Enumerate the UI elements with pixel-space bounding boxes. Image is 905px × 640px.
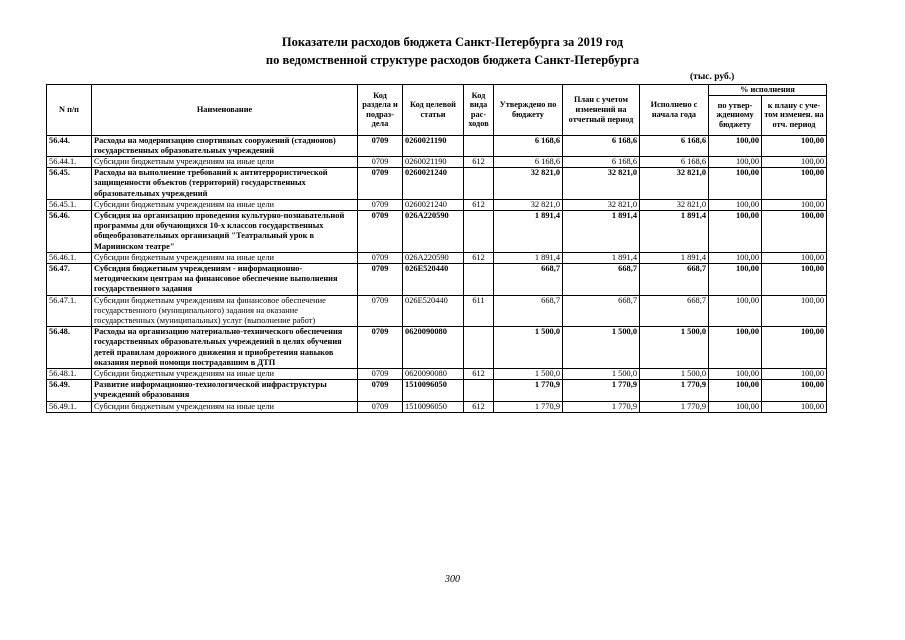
table-row	[47, 168, 827, 200]
row-target-code: 0620090080	[403, 369, 464, 380]
row-executed: 1 770,9	[640, 401, 709, 412]
row-executed: 668,7	[640, 264, 709, 296]
row-section-code: 0709	[358, 264, 403, 296]
row-pct-approved: 100,00	[709, 135, 762, 156]
row-section-code: 0709	[358, 199, 403, 210]
row-section-code: 0709	[358, 157, 403, 168]
header-name: Наименование	[92, 85, 358, 136]
document-title-line-1: Показатели расходов бюджета Санкт-Петербурга за 2019 год	[281, 35, 624, 49]
row-name: Субсидии бюджетным учреждениям на иные цели	[92, 401, 358, 412]
row-approved: 668,7	[494, 264, 563, 296]
row-pct-plan: 100,00	[762, 135, 827, 156]
row-expense-type	[464, 135, 494, 156]
table-row	[47, 157, 827, 168]
row-num: 56.46.	[47, 211, 92, 253]
row-executed: 6 168,6	[640, 135, 709, 156]
table-row	[47, 380, 827, 401]
row-pct-plan: 100,00	[762, 199, 827, 210]
header-executed: Исполнено с начала года	[640, 85, 709, 136]
row-pct-approved: 100,00	[709, 369, 762, 380]
row-section-code: 0709	[358, 369, 403, 380]
row-plan: 1 891,4	[563, 252, 640, 263]
row-target-code: 1510096050	[403, 380, 464, 401]
row-approved: 668,7	[494, 295, 563, 327]
header-pct-plan: к плану с уче-том изменен. на отч. период	[762, 95, 827, 135]
budget-table	[46, 84, 827, 413]
row-approved: 32 821,0	[494, 199, 563, 210]
table-row	[47, 264, 827, 296]
table-row	[47, 369, 827, 380]
row-num: 56.44.	[47, 135, 92, 156]
document-title-line-2: по ведомственной структуре расходов бюджета Санкт-Петербурга	[265, 53, 640, 67]
row-expense-type	[464, 264, 494, 296]
row-name: Субсидия бюджетным учреждениям - информационно-методическим центрам на финансовое обеспечение выполнения государственного задания	[92, 264, 358, 296]
row-executed: 1 891,4	[640, 211, 709, 253]
row-plan: 1 770,9	[563, 380, 640, 401]
row-name: Субсидии бюджетным учреждениям на иные цели	[92, 199, 358, 210]
header-pct-approved: по утвер-жденному бюджету	[709, 95, 762, 135]
row-pct-plan: 100,00	[762, 369, 827, 380]
table-row	[47, 252, 827, 263]
row-target-code: 0260021190	[403, 157, 464, 168]
row-name: Субсидии бюджетным учреждениям на финансовое обеспечение государственного (муниципального) задания на оказание государственных (муниципальных) услуг (выполнение работ)	[92, 295, 358, 327]
row-num: 56.47.	[47, 264, 92, 296]
row-executed: 1 891,4	[640, 252, 709, 263]
row-expense-type: 612	[464, 199, 494, 210]
row-pct-approved: 100,00	[709, 168, 762, 200]
row-plan: 668,7	[563, 295, 640, 327]
row-executed: 668,7	[640, 295, 709, 327]
row-target-code: 0620090080	[403, 327, 464, 369]
row-approved: 1 891,4	[494, 252, 563, 263]
row-section-code: 0709	[358, 135, 403, 156]
row-pct-plan: 100,00	[762, 327, 827, 369]
row-num: 56.46.1.	[47, 252, 92, 263]
row-num: 56.47.1.	[47, 295, 92, 327]
table-row	[47, 211, 827, 253]
row-approved: 1 770,9	[494, 401, 563, 412]
row-executed: 32 821,0	[640, 168, 709, 200]
table-row	[47, 295, 827, 327]
row-pct-approved: 100,00	[709, 380, 762, 401]
header-section-code: Код раздела и подраз-дела	[358, 85, 403, 136]
row-section-code: 0709	[358, 295, 403, 327]
row-name: Развитие информационно-технологической инфраструктуры учреждений образования	[92, 380, 358, 401]
row-target-code: 026А220590	[403, 252, 464, 263]
page-number: 300	[445, 574, 460, 585]
row-pct-plan: 100,00	[762, 295, 827, 327]
row-expense-type: 612	[464, 369, 494, 380]
row-num: 56.44.1.	[47, 157, 92, 168]
row-target-code: 026А220590	[403, 211, 464, 253]
row-name: Субсидия на организацию проведения культурно-познавательной программы для обучающихся 10-х классов государственных общеобразовательных организаций "Театральный урок в Мариинском театре"	[92, 211, 358, 253]
row-executed: 6 168,6	[640, 157, 709, 168]
row-section-code: 0709	[358, 401, 403, 412]
row-num: 56.49.	[47, 380, 92, 401]
row-section-code: 0709	[358, 327, 403, 369]
row-plan: 32 821,0	[563, 168, 640, 200]
row-pct-approved: 100,00	[709, 157, 762, 168]
row-approved: 1 891,4	[494, 211, 563, 253]
row-plan: 1 500,0	[563, 327, 640, 369]
row-name: Субсидии бюджетным учреждениям на иные цели	[92, 252, 358, 263]
row-executed: 1 500,0	[640, 327, 709, 369]
row-pct-approved: 100,00	[709, 295, 762, 327]
header-approved: Утверждено по бюджету	[494, 85, 563, 136]
row-plan: 1 770,9	[563, 401, 640, 412]
row-num: 56.45.	[47, 168, 92, 200]
row-pct-plan: 100,00	[762, 157, 827, 168]
table-body	[47, 135, 827, 412]
row-plan: 668,7	[563, 264, 640, 296]
row-expense-type: 612	[464, 252, 494, 263]
row-target-code: 0260021240	[403, 168, 464, 200]
row-expense-type	[464, 380, 494, 401]
row-expense-type: 612	[464, 157, 494, 168]
row-approved: 32 821,0	[494, 168, 563, 200]
row-pct-approved: 100,00	[709, 264, 762, 296]
row-plan: 6 168,6	[563, 157, 640, 168]
units-label: (тыс. руб.)	[690, 72, 735, 82]
row-section-code: 0709	[358, 168, 403, 200]
row-num: 56.45.1.	[47, 199, 92, 210]
row-expense-type: 612	[464, 401, 494, 412]
row-expense-type: 611	[464, 295, 494, 327]
row-expense-type	[464, 168, 494, 200]
row-pct-approved: 100,00	[709, 327, 762, 369]
table-row	[47, 401, 827, 412]
row-name: Субсидии бюджетным учреждениям на иные цели	[92, 157, 358, 168]
row-target-code: 0260021240	[403, 199, 464, 210]
row-plan: 1 500,0	[563, 369, 640, 380]
row-executed: 1 770,9	[640, 380, 709, 401]
row-pct-approved: 100,00	[709, 199, 762, 210]
row-name: Расходы на модернизацию спортивных сооружений (стадионов) государственных образовательных учреждений	[92, 135, 358, 156]
row-pct-plan: 100,00	[762, 401, 827, 412]
header-expense-type: Код вида рас-ходов	[464, 85, 494, 136]
row-target-code: 026Е520440	[403, 264, 464, 296]
row-section-code: 0709	[358, 211, 403, 253]
row-pct-plan: 100,00	[762, 252, 827, 263]
row-pct-plan: 100,00	[762, 211, 827, 253]
row-target-code: 0260021190	[403, 135, 464, 156]
row-executed: 1 500,0	[640, 369, 709, 380]
row-name: Расходы на организацию материально-технического обеспечения государственных образовательных учреждений в целях обучения детей правилам дорожного движения и приобретения навыков оказания первой помощи пострадавшим в ДТП	[92, 327, 358, 369]
row-approved: 6 168,6	[494, 157, 563, 168]
header-pct-group: % исполнения	[709, 85, 827, 96]
table-row	[47, 327, 827, 369]
table-header	[47, 85, 827, 136]
row-plan: 6 168,6	[563, 135, 640, 156]
row-num: 56.48.	[47, 327, 92, 369]
row-expense-type	[464, 327, 494, 369]
row-executed: 32 821,0	[640, 199, 709, 210]
header-plan: План с учетом изменений на отчетный период	[563, 85, 640, 136]
row-target-code: 1510096050	[403, 401, 464, 412]
row-num: 56.49.1.	[47, 401, 92, 412]
row-pct-approved: 100,00	[709, 211, 762, 253]
row-pct-plan: 100,00	[762, 168, 827, 200]
row-num: 56.48.1.	[47, 369, 92, 380]
row-approved: 1 770,9	[494, 380, 563, 401]
row-plan: 32 821,0	[563, 199, 640, 210]
row-pct-plan: 100,00	[762, 264, 827, 296]
row-pct-approved: 100,00	[709, 252, 762, 263]
header-target-code: Код целевой статьи	[403, 85, 464, 136]
row-approved: 1 500,0	[494, 369, 563, 380]
row-approved: 1 500,0	[494, 327, 563, 369]
row-expense-type	[464, 211, 494, 253]
row-section-code: 0709	[358, 252, 403, 263]
row-name: Расходы на выполнение требований к антитеррористической защищенности объектов (территорий) государственных образовательных учреждений	[92, 168, 358, 200]
table-row	[47, 199, 827, 210]
row-pct-plan: 100,00	[762, 380, 827, 401]
header-num: N п/п	[47, 85, 92, 136]
row-plan: 1 891,4	[563, 211, 640, 253]
row-pct-approved: 100,00	[709, 401, 762, 412]
row-section-code: 0709	[358, 380, 403, 401]
row-approved: 6 168,6	[494, 135, 563, 156]
row-name: Субсидии бюджетным учреждениям на иные цели	[92, 369, 358, 380]
row-target-code: 026Е520440	[403, 295, 464, 327]
table-row	[47, 135, 827, 156]
